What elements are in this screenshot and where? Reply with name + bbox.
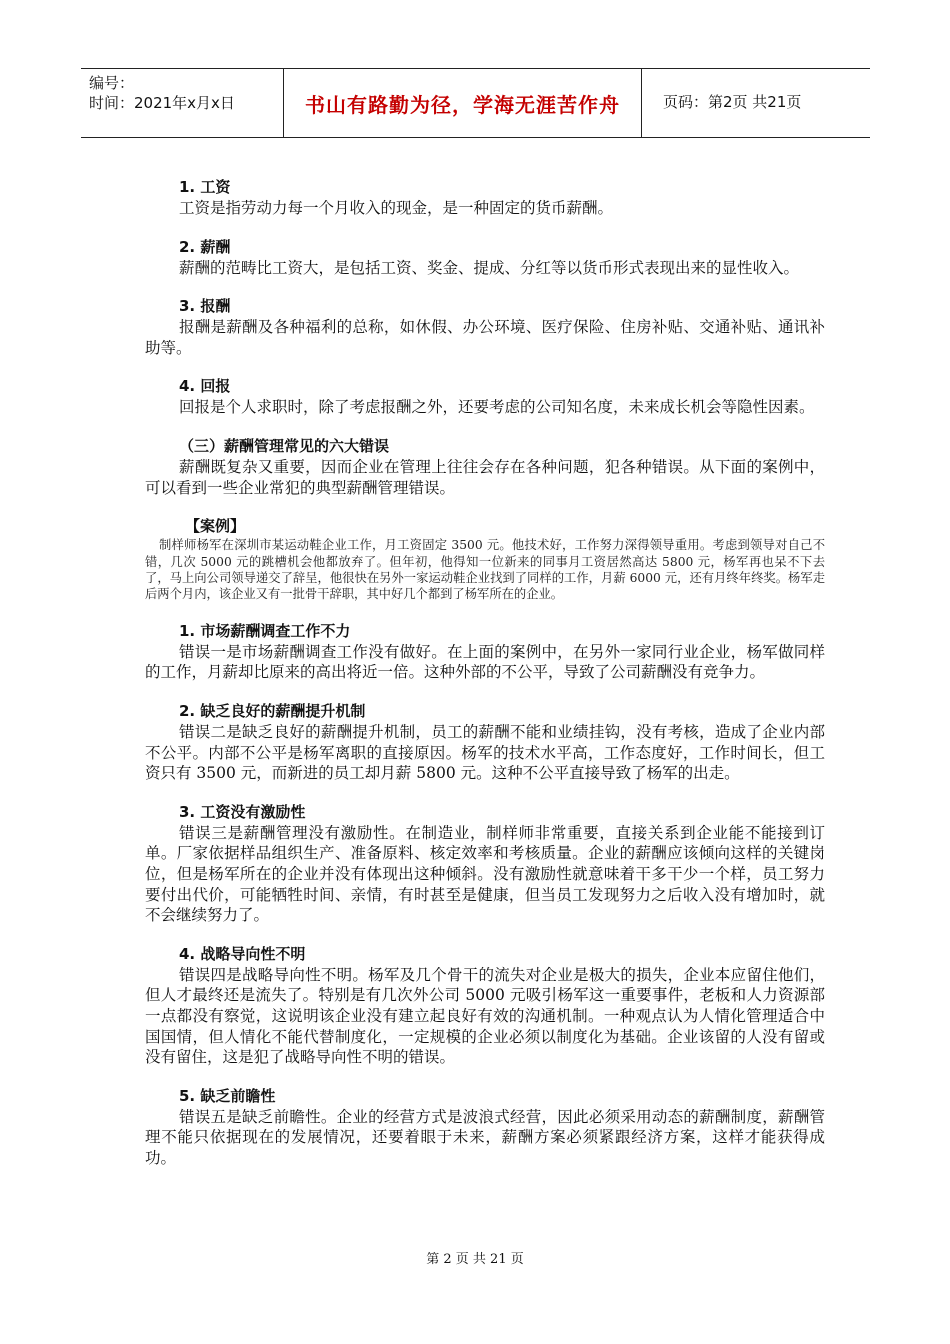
section-text: 薪酬既复杂又重要，因而企业在管理上往往会存在各种问题，犯各种错误。从下面的案例中，可以看到一些企业常犯的典型薪酬管理错误。 bbox=[145, 457, 825, 497]
case-heading: 【案例】 bbox=[185, 517, 246, 536]
page-number-label: 页码：第2页 共21页 bbox=[663, 93, 802, 111]
case-text: 制样师杨军在深圳市某运动鞋企业工作，月工资固定 3500 元。他技术好，工作努力深得领导重用。考虑到领导对自己不错，几次 5000 元的跳槽机会他都放弃了。但年初，他得知一位新来的同事月工资居然高达 5800 元，杨军再也呆不下去了，马上向公司领导递交了辞呈，他很快在另外一家运动鞋企业找到了同样的工作，月薪 6000 元，还有月终年终奖。杨军走后两个月内，该企业又有一批骨干辞职，其中好几个都到了杨军所在的企业。 bbox=[145, 538, 825, 602]
header-left bbox=[89, 73, 235, 113]
section-heading: 1. 工资 bbox=[179, 178, 231, 196]
error-text: 错误二是缺乏良好的薪酬提升机制，员工的薪酬不能和业绩挂钩，没有考核，造成了企业内部不公平。内部不公平是杨军离职的直接原因。杨军的技术水平高，工作态度好，工作时间长，但工资只有 3500 元，而新进的员工却月薪 5800 元。这种不公平直接导致了杨军的出走。 bbox=[145, 722, 825, 783]
section-heading: 2. 薪酬 bbox=[179, 237, 231, 256]
error-4 bbox=[145, 944, 825, 1068]
number-label: 编号： bbox=[89, 74, 135, 92]
section-salary bbox=[145, 177, 825, 219]
section-six-mistakes bbox=[145, 436, 825, 498]
time-label: 时间：2021年x月x日 bbox=[89, 94, 235, 112]
section-text: 报酬是薪酬及各种福利的总称，如休假、办公环境、医疗保险、住房补贴、交通补贴、通讯补助等。 bbox=[145, 318, 825, 357]
case-block bbox=[145, 516, 825, 603]
error-1 bbox=[145, 621, 825, 683]
section-heading: 4. 回报 bbox=[179, 377, 231, 396]
section-compensation bbox=[145, 237, 825, 279]
error-heading: 5. 缺乏前瞻性 bbox=[179, 1086, 276, 1105]
document-body bbox=[145, 177, 825, 1186]
error-text: 错误一是市场薪酬调查工作没有做好。在上面的案例中，在另外一家同行业企业，杨军做同样的工作，月薪却比原来的高出将近一倍。这种外部的不公平，导致了公司薪酬没有竞争力。 bbox=[145, 642, 825, 682]
section-heading: （三）薪酬管理常见的六大错误 bbox=[179, 436, 390, 455]
page-header bbox=[81, 68, 870, 138]
error-text: 错误五是缺乏前瞻性。企业的经营方式是波浪式经营，因此必须采用动态的薪酬制度，薪酬管理不能只依据现在的发展情况，还要着眼于未来，薪酬方案必须紧跟经济方案，这样才能获得成功。 bbox=[145, 1107, 825, 1167]
section-remuneration bbox=[145, 296, 825, 358]
section-text: 回报是个人求职时，除了考虑报酬之外，还要考虑的公司知名度，未来成长机会等隐性因素。 bbox=[179, 398, 815, 417]
error-heading: 3. 工资没有激励性 bbox=[179, 802, 306, 821]
error-heading: 1. 市场薪酬调查工作不力 bbox=[179, 621, 351, 640]
error-text: 错误三是薪酬管理没有激励性。在制造业，制样师非常重要，直接关系到企业能不能接到订单。厂家依据样品组织生产、准备原料、核定效率和考核质量。企业的薪酬应该倾向这样的关键岗位，但是杨军所在的企业并没有体现出这种倾斜。没有激励性就意味着干多干少一个样，员工努力要付出代价，可能牺牲时间、亲情，有时甚至是健康，但当员工发现努力之后收入没有增加时，就不会继续努力了。 bbox=[145, 823, 825, 925]
section-heading: 3. 报酬 bbox=[179, 297, 231, 316]
page-footer: 第 2 页 共 21 页 bbox=[426, 1252, 524, 1267]
section-text: 薪酬的范畴比工资大，是包括工资、奖金、提成、分红等以货币形式表现出来的显性收入。 bbox=[179, 258, 800, 277]
header-motto-cell bbox=[283, 69, 642, 137]
error-heading: 4. 战略导向性不明 bbox=[179, 944, 306, 963]
section-return bbox=[145, 376, 825, 418]
error-3 bbox=[145, 802, 825, 926]
section-text: 工资是指劳动力每一个月收入的现金，是一种固定的货币薪酬。 bbox=[179, 199, 614, 217]
error-2 bbox=[145, 701, 825, 784]
error-text: 错误四是战略导向性不明。杨军及几个骨干的流失对企业是极大的损失，企业本应留住他们，但人才最终还是流失了。特别是有几次外公司 5000 元吸引杨军这一重要事件，老板和人力资源部一点都没有察觉，这说明该企业没有建立起良好有效的沟通机制。一种观点认为人情化管理适合中国国情，但人情化不能代替制度化，一定规模的企业必须以制度化为基础。企业该留的人没有留或没有留住，这是犯了战略导向性不明的错误。 bbox=[145, 965, 825, 1067]
error-heading: 2. 缺乏良好的薪酬提升机制 bbox=[179, 701, 366, 720]
motto: 书山有路勤为径，学海无涯苦作舟 bbox=[305, 92, 620, 117]
error-5 bbox=[145, 1086, 825, 1169]
